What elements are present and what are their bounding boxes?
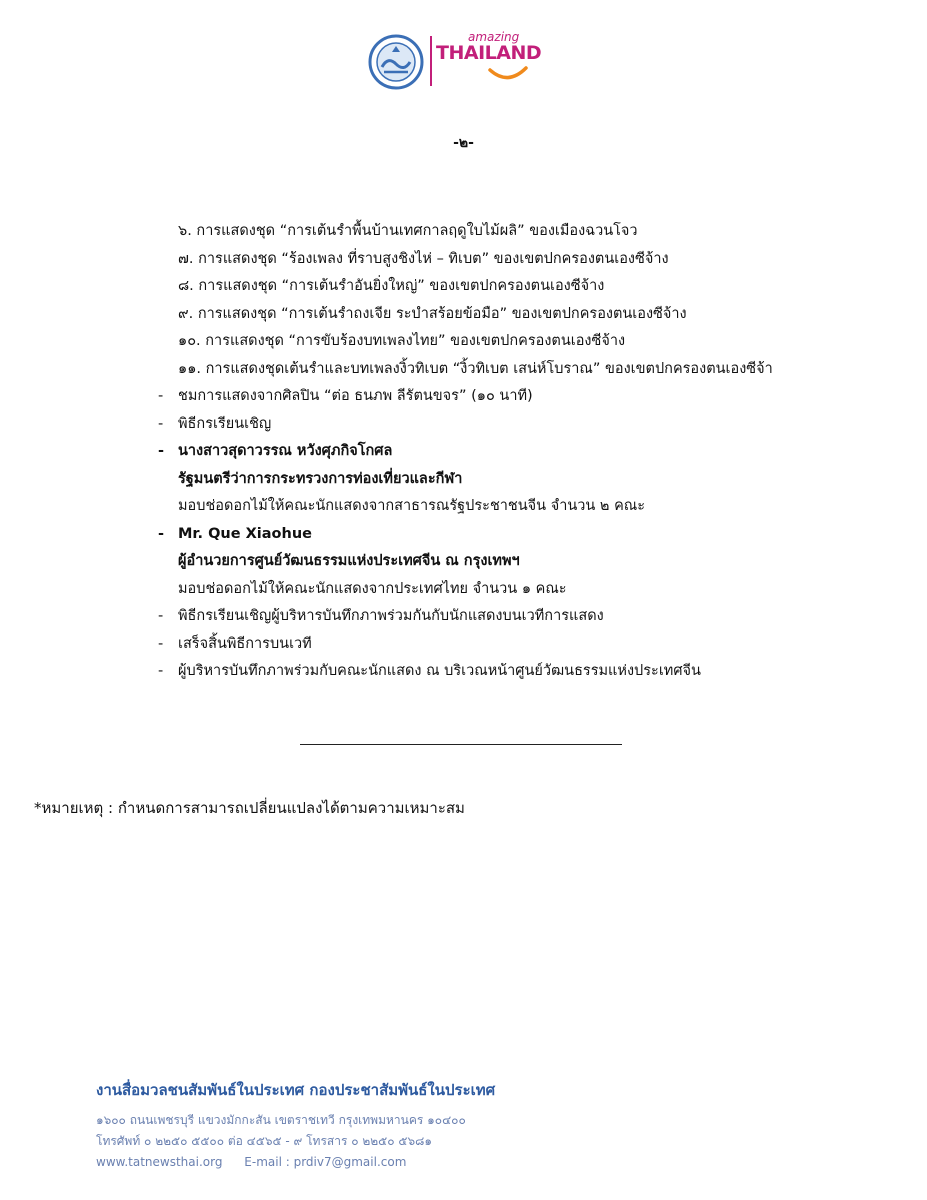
performance-item: ๖. การแสดงชุด “การเต้นรำพื้นบ้านเทศกาลฤดูใบไม้ผลิ” ของเมืองฉวนโจว (178, 223, 638, 239)
tat-seal-logo (368, 34, 424, 90)
amazing-logo-text: amazing (468, 30, 520, 44)
performance-item: ๑๑. การแสดงชุดเต้นรำและบทเพลงงิ้วทิเบต “งิ้วทิเบต เสน่ห์โบราณ” ของเขตปกครองตนเองซีจ้า (178, 360, 773, 377)
footer-email-link[interactable]: E-mail : prdiv7@gmail.com (244, 1155, 407, 1169)
director-name: Mr. Que Xiaohue (178, 525, 312, 542)
bullet-dash: - (158, 443, 165, 459)
bullet-dash: - (158, 663, 164, 679)
performance-item: ๑๐. การแสดงชุด “การขับร้องบทเพลงไทย” ของเขตปกครองตนเองซีจ้าง (178, 333, 626, 349)
agenda-text: พิธีกรเรียนเชิญผู้บริหารบันทึกภาพร่วมกันกับนักแสดงบนเวทีการแสดง (178, 608, 604, 624)
agenda-item (158, 383, 898, 411)
separator-line (300, 744, 622, 745)
director-action: มอบช่อดอกไม้ให้คณะนักแสดงจากประเทศไทย จำนวน ๑ คณะ (178, 580, 567, 597)
agenda-text: พิธีกรเรียนเชิญ (178, 415, 272, 432)
director-title: ผู้อำนวยการศูนย์วัฒนธรรมแห่งประเทศจีน ณ กรุงเทพฯ (178, 553, 520, 569)
minister-title: รัฐมนตรีว่าการกระทรวงการท่องเที่ยวและกีฬา (178, 470, 463, 487)
footer-address: ๑๖๐๐ ถนนเพชรบุรี แขวงมักกะสัน เขตราชเทวี กรุงเทพมหานคร ๑๐๔๐๐ (96, 1113, 466, 1127)
thailand-logo-text: THAILAND (436, 42, 542, 64)
agenda-text: ชมการแสดงจากศิลปิน “ต่อ ธนภพ ลีรัตนขจร” (๑๐ นาที) (178, 388, 533, 404)
agenda-item (158, 631, 898, 659)
performance-item: ๙. การแสดงชุด “การเต้นรำถงเจีย ระบำสร้อยข้อมือ” ของเขตปกครองตนเองซีจ้าง (178, 305, 687, 322)
performance-item: ๘. การแสดงชุด “การเต้นรำอันยิ่งใหญ่” ของเขตปกครองตนเองซีจ้าง (178, 278, 605, 294)
agenda-item (158, 603, 898, 631)
bullet-dash: - (158, 635, 164, 652)
logo-divider (430, 36, 432, 86)
agenda-item (158, 438, 898, 521)
bullet-dash: - (158, 608, 164, 624)
page-number: -๒- (453, 135, 474, 151)
bullet-dash: - (158, 415, 164, 432)
minister-name: นางสาวสุดาวรรณ หวังศุภกิจโกศล (178, 443, 393, 459)
performance-item: ๗. การแสดงชุด “ร้องเพลง ที่ราบสูงชิงไห่ – ทิเบต” ของเขตปกครองตนเองซีจ้าง (178, 250, 669, 267)
agenda-item (158, 521, 898, 604)
agenda-list (158, 383, 898, 686)
footer-website-link[interactable]: www.tatnewsthai.org (96, 1155, 223, 1169)
smile-swoosh-icon (488, 66, 528, 86)
minister-action: มอบช่อดอกไม้ให้คณะนักแสดงจากสาธารณรัฐประชาชนจีน จำนวน ๒ คณะ (178, 498, 646, 514)
footer-contact (96, 1078, 796, 1173)
agenda-text: ผู้บริหารบันทึกภาพร่วมกับคณะนักแสดง ณ บริเวณหน้าศูนย์วัฒนธรรมแห่งประเทศจีน (178, 663, 701, 679)
bullet-dash: - (158, 525, 165, 542)
bullet-dash: - (158, 388, 164, 404)
header-logos (368, 30, 558, 92)
performance-list (178, 218, 898, 383)
footer-web-email (96, 1152, 796, 1173)
agenda-text: เสร็จสิ้นพิธีการบนเวที (178, 635, 312, 652)
footer-phone: โทรศัพท์ ๐ ๒๒๕๐ ๕๕๐๐ ต่อ ๔๕๖๕ - ๙ โทรสาร ๐ ๒๒๕๐ ๕๖๘๑ (96, 1134, 432, 1148)
agenda-item (158, 658, 898, 686)
footer-org-name: งานสื่อมวลชนสัมพันธ์ในประเทศ กองประชาสัมพันธ์ในประเทศ (96, 1081, 496, 1099)
remark-note: *หมายเหตุ : กำหนดการสามารถเปลี่ยนแปลงได้ตามความเหมาะสม (34, 799, 465, 817)
agenda-item (158, 411, 898, 439)
